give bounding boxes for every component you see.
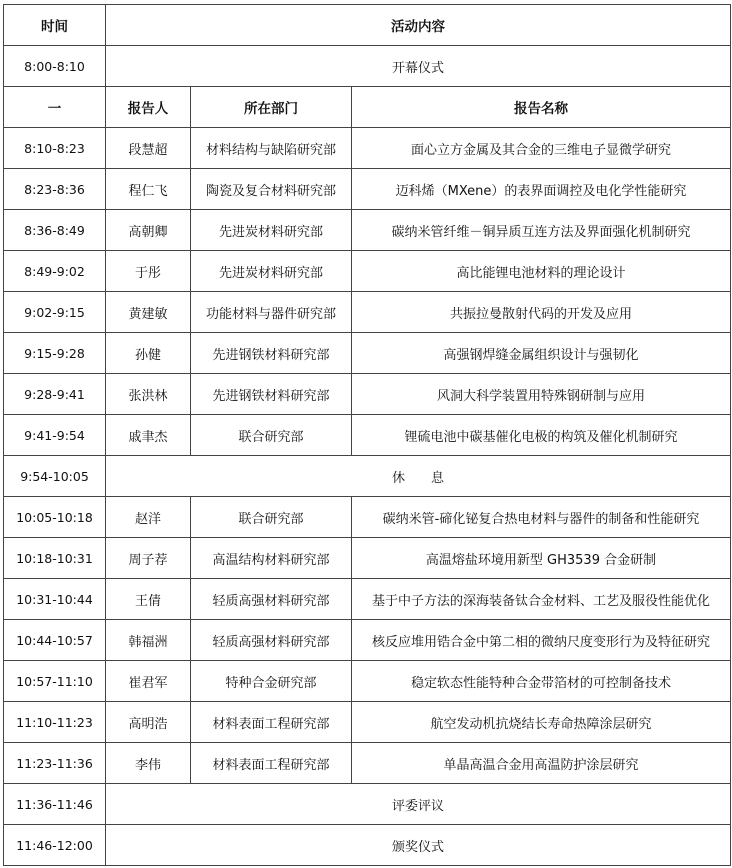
award-row: [4, 825, 731, 866]
talk-title: 共振拉曼散射代码的开发及应用: [352, 292, 731, 333]
talk-time: 9:41-9:54: [4, 415, 106, 456]
talk-speaker: 高朝卿: [106, 210, 191, 251]
talk-dept: 功能材料与器件研究部: [191, 292, 352, 333]
talk-title: 风洞大科学装置用特殊钢研制与应用: [352, 374, 731, 415]
talk-dept: 材料表面工程研究部: [191, 743, 352, 784]
subheader-speaker: 报告人: [106, 87, 191, 128]
talk-dept: 联合研究部: [191, 415, 352, 456]
talk-dept: 先进炭材料研究部: [191, 210, 352, 251]
table-row: [4, 702, 731, 743]
header-row: [4, 5, 731, 46]
opening-text: 开幕仪式: [106, 46, 731, 87]
subheader-dash: 一: [4, 87, 106, 128]
talk-title: 高比能锂电池材料的理论设计: [352, 251, 731, 292]
award-text: 颁奖仪式: [106, 825, 731, 866]
table-row: [4, 415, 731, 456]
talk-dept: 陶瓷及复合材料研究部: [191, 169, 352, 210]
table-row: [4, 333, 731, 374]
talk-title: 碳纳米管纤维－铜异质互连方法及界面强化机制研究: [352, 210, 731, 251]
talk-speaker: 张洪林: [106, 374, 191, 415]
table-row: [4, 292, 731, 333]
opening-row: [4, 46, 731, 87]
table-row: [4, 538, 731, 579]
review-row: [4, 784, 731, 825]
talk-speaker: 黄建敏: [106, 292, 191, 333]
talk-time: 10:05-10:18: [4, 497, 106, 538]
talk-speaker: 段慧超: [106, 128, 191, 169]
table-row: [4, 661, 731, 702]
subheader-row: [4, 87, 731, 128]
table-row: [4, 169, 731, 210]
talk-title: 核反应堆用锆合金中第二相的微纳尺度变形行为及特征研究: [352, 620, 731, 661]
table-row: [4, 210, 731, 251]
talk-time: 8:49-9:02: [4, 251, 106, 292]
review-time: 11:36-11:46: [4, 784, 106, 825]
review-text: 评委评议: [106, 784, 731, 825]
break-row: [4, 456, 731, 497]
talk-time: 9:28-9:41: [4, 374, 106, 415]
header-activity: 活动内容: [106, 5, 731, 46]
break-time: 9:54-10:05: [4, 456, 106, 497]
talk-dept: 先进钢铁材料研究部: [191, 374, 352, 415]
talk-dept: 轻质高强材料研究部: [191, 620, 352, 661]
talk-speaker: 王倩: [106, 579, 191, 620]
talk-time: 11:10-11:23: [4, 702, 106, 743]
talk-title: 稳定软态性能特种合金带箔材的可控制备技术: [352, 661, 731, 702]
talk-time: 10:31-10:44: [4, 579, 106, 620]
talk-time: 10:18-10:31: [4, 538, 106, 579]
talk-title: 迈科烯（MXene）的表界面调控及电化学性能研究: [352, 169, 731, 210]
break-text: 休 息: [106, 456, 731, 497]
subheader-title: 报告名称: [352, 87, 731, 128]
talk-dept: 材料结构与缺陷研究部: [191, 128, 352, 169]
talk-speaker: 韩福洲: [106, 620, 191, 661]
opening-time: 8:00-8:10: [4, 46, 106, 87]
talk-title: 高强钢焊缝金属组织设计与强韧化: [352, 333, 731, 374]
talk-time: 10:44-10:57: [4, 620, 106, 661]
talk-title: 面心立方金属及其合金的三维电子显微学研究: [352, 128, 731, 169]
subheader-dept: 所在部门: [191, 87, 352, 128]
talk-time: 8:10-8:23: [4, 128, 106, 169]
talk-title: 基于中子方法的深海装备钛合金材料、工艺及服役性能优化: [352, 579, 731, 620]
talk-time: 8:36-8:49: [4, 210, 106, 251]
talk-time: 11:23-11:36: [4, 743, 106, 784]
table-row: [4, 128, 731, 169]
talk-time: 10:57-11:10: [4, 661, 106, 702]
talk-time: 8:23-8:36: [4, 169, 106, 210]
talk-time: 9:02-9:15: [4, 292, 106, 333]
talk-speaker: 崔君军: [106, 661, 191, 702]
talk-speaker: 程仁飞: [106, 169, 191, 210]
talk-title: 锂硫电池中碳基催化电极的构筑及催化机制研究: [352, 415, 731, 456]
talk-dept: 材料表面工程研究部: [191, 702, 352, 743]
table-row: [4, 620, 731, 661]
talk-title: 碳纳米管-碲化铋复合热电材料与器件的制备和性能研究: [352, 497, 731, 538]
talk-speaker: 李伟: [106, 743, 191, 784]
talk-title: 航空发动机抗烧结长寿命热障涂层研究: [352, 702, 731, 743]
talk-dept: 联合研究部: [191, 497, 352, 538]
talk-speaker: 高明浩: [106, 702, 191, 743]
talk-dept: 高温结构材料研究部: [191, 538, 352, 579]
header-time: 时间: [4, 5, 106, 46]
table-row: [4, 374, 731, 415]
schedule-table: [3, 4, 731, 866]
talk-dept: 轻质高强材料研究部: [191, 579, 352, 620]
talk-dept: 先进炭材料研究部: [191, 251, 352, 292]
table-row: [4, 251, 731, 292]
award-time: 11:46-12:00: [4, 825, 106, 866]
talk-dept: 先进钢铁材料研究部: [191, 333, 352, 374]
table-row: [4, 579, 731, 620]
table-row: [4, 497, 731, 538]
talk-dept: 特种合金研究部: [191, 661, 352, 702]
talk-title: 高温熔盐环境用新型 GH3539 合金研制: [352, 538, 731, 579]
talk-speaker: 孙健: [106, 333, 191, 374]
talk-time: 9:15-9:28: [4, 333, 106, 374]
talk-speaker: 于彤: [106, 251, 191, 292]
talk-speaker: 赵洋: [106, 497, 191, 538]
talk-speaker: 周子荐: [106, 538, 191, 579]
table-row: [4, 743, 731, 784]
talk-title: 单晶高温合金用高温防护涂层研究: [352, 743, 731, 784]
talk-speaker: 戚聿杰: [106, 415, 191, 456]
